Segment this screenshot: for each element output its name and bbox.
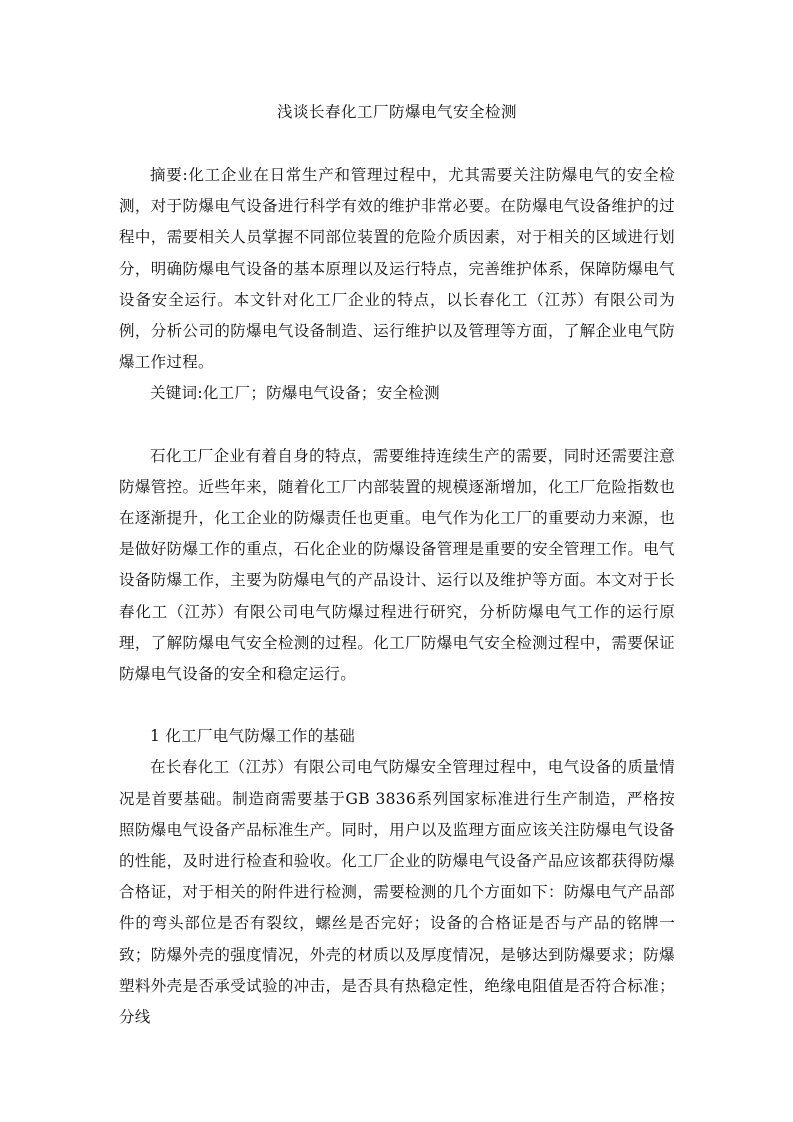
document-title: 浅谈长春化工厂防爆电气安全检测 [276, 103, 517, 121]
section-1-paragraph: 在长春化工（江苏）有限公司电气防爆安全管理过程中，电气设备的质量情况是首要基础。制造商需要基于GB 3836系列国家标准进行生产制造，严格按照防爆电气设备产品标准生产。同时，用户以及监理方面应该关注防爆电气设备的性能，及时进行检查和验收。化工厂企业的防爆电气设备产品应该都获得防爆合格证，对于相关的附件进行检测，需要检测的几个方面如下：防爆电气产品部件的弯头部位是否有裂纹，螺丝是否完好；设备的合格证是否与产品的铭牌一致；防爆外壳的强度情况，外壳的材质以及厚度情况，是够达到防爆要求；防爆塑料外壳是否承受试验的冲击，是否具有热稳定性，绝缘电阻值是否符合标准；分线 [119, 758, 675, 1027]
keywords-paragraph: 关键词:化工厂；防爆电气设备；安全检测 [150, 384, 440, 403]
section-1-heading: 1 化工厂电气防爆工作的基础 [150, 727, 355, 746]
spacer [119, 690, 675, 721]
spacer [119, 410, 675, 441]
intro-paragraph: 石化工厂企业有着自身的特点，需要维持连续生产的需要，同时还需要注意防爆管控。近些年来，随着化工厂内部装置的规模逐渐增加，化工厂危险指数也在逐渐提升，化工企业的防爆责任也更重。电气作为化工厂的重要动力来源，也是做好防爆工作的重点，石化企业的防爆设备管理是重要的安全管理工作。电气设备防爆工作，主要为防爆电气的产品设计、运行以及维护等方面。本文对于长春化工（江苏）有限公司电气防爆过程进行研究，分析防爆电气工作的运行原理，了解防爆电气安全检测的过程。化工厂防爆电气安全检测过程中，需要保证防爆电气设备的安全和稳定运行。 [119, 446, 675, 684]
document-page [119, 96, 675, 1033]
abstract-paragraph: 摘要:化工企业在日常生产和管理过程中，尤其需要关注防爆电气的安全检测，对于防爆电气设备进行科学有效的维护非常必要。在防爆电气设备维护的过程中，需要相关人员掌握不同部位装置的危险介质因素，对于相关的区域进行划分，明确防爆电气设备的基本原理以及运行特点，完善维护体系，保障防爆电气设备安全运行。本文针对化工厂企业的特点，以长春化工（江苏）有限公司为例，分析公司的防爆电气设备制造、运行维护以及管理等方面，了解企业电气防爆工作过程。 [119, 166, 675, 372]
